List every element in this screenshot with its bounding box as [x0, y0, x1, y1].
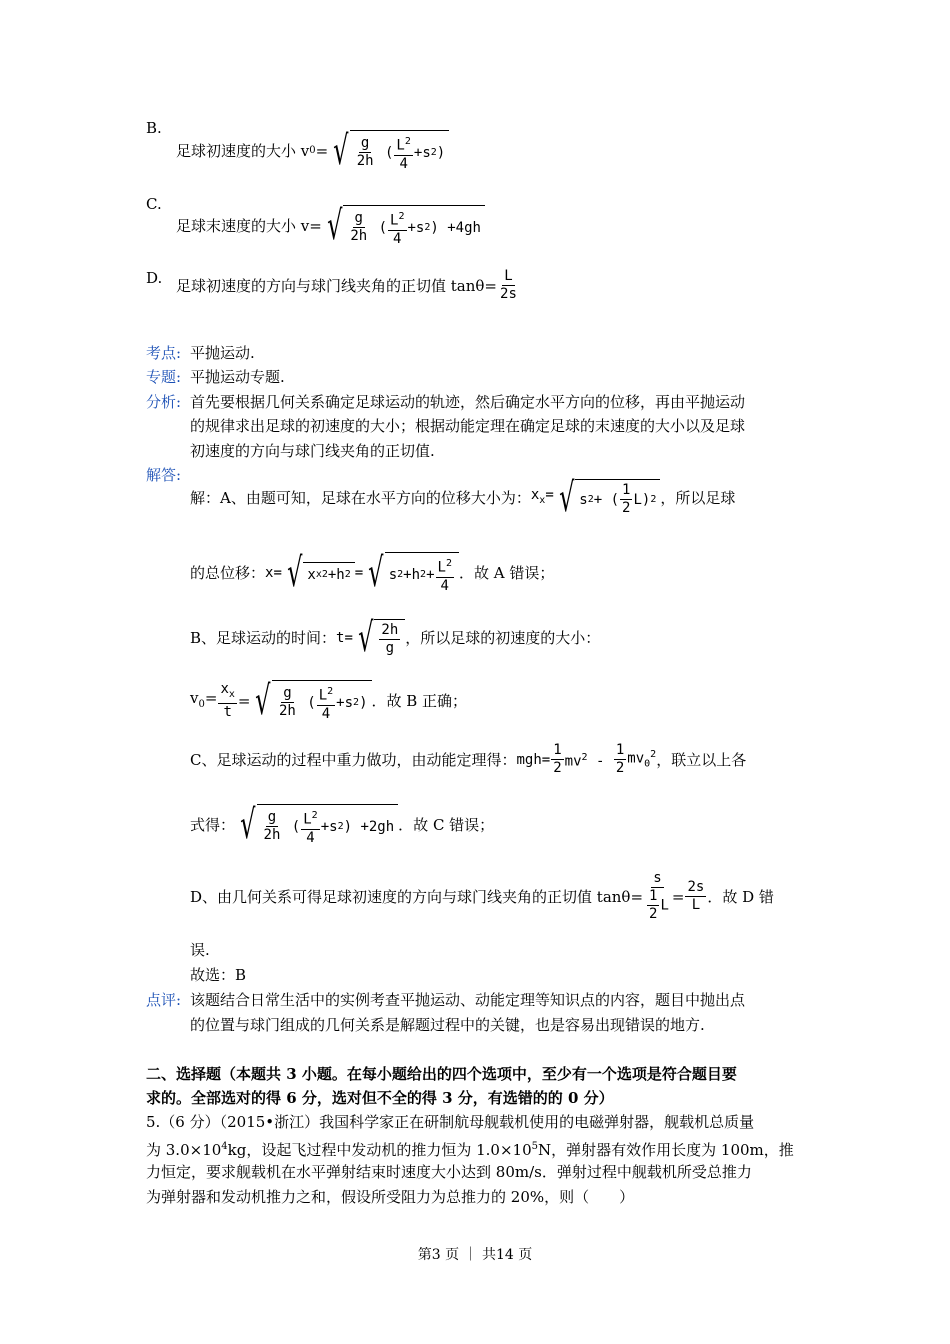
solution-d-line2: 误. — [190, 941, 210, 959]
dianping-line1: 该题结合日常生活中的实例考查平抛运动、动能定理等知识点的内容，题目中抛出点 — [190, 991, 746, 1009]
jieda-label: 解答: — [146, 466, 182, 484]
solution-d-line1: D、由几何关系可得足球初速度的方向与球门线夹角的正切值 tanθ= s $\frac{1}{2}$ L = 2s L ．故 D 错 — [190, 870, 774, 922]
q5-line1: 5.（6 分）（2015•浙江）我国科学家正在研制航母舰载机使用的电磁弹射器，舰载机总质量 — [146, 1113, 755, 1131]
option-d-text: 足球初速度的方向与球门线夹角的正切值 tanθ= — [176, 276, 498, 295]
solution-b-text-end: ，所以足球的初速度的大小： — [405, 629, 601, 647]
solution-c-line1: C、足球运动的过程中重力做功，由动能定理得： mgh= $\frac{1}{2}$ $mv^2$ - 1 2 $mv_0^2$ ，联立以上各 — [190, 742, 747, 776]
fenxi-line3: 初速度的方向与球门线夹角的正切值. — [190, 442, 435, 460]
solution-a-line1: 解：A、由题可知，足球在水平方向的位移大小为： $x_x=$ √ s 2 + ( 1 2 L) 2 ，所以足球 — [190, 475, 736, 521]
q5-line4: 为弹射器和发动机推力之和，假设所受阻力为总推力的 20%，则（ ） — [146, 1188, 635, 1206]
solution-a-formula3: √ s 2 +h 2 + $L^2$ 4 — [363, 552, 459, 595]
option-d — [176, 268, 520, 303]
zhuanti-text: 平抛运动专题. — [190, 368, 285, 386]
solution-b-formula1: √ 2h g — [353, 618, 405, 658]
solution-a2-text-end: ．故 A 错误； — [458, 564, 555, 583]
solution-c-line2 — [190, 804, 494, 847]
section-title-line1: 二、选择题（本题共 3 小题。在每小题给出的四个选项中，至少有一个选项是符合题目要 — [146, 1065, 737, 1083]
option-c — [176, 205, 485, 248]
solution-b-line1: B、足球运动的时间： t= √ 2h g ，所以足球的初速度的大小： — [190, 615, 601, 661]
solution-b-text: B、足球运动的时间： — [190, 629, 337, 647]
kaodian-label: 考点: — [146, 344, 182, 362]
solution-d-text: D、由几何关系可得足球初速度的方向与球门线夹角的正切值 tanθ= — [190, 887, 644, 906]
q5-line3: 力恒定，要求舰载机在水平弹射结束时速度大小达到 80m/s．弹射过程中舰载机所受总推力 — [146, 1163, 752, 1181]
option-c-text: 足球末速度的大小 v= — [176, 217, 322, 236]
q5-line2-c: N，弹射器有效作用长度为 100m，推 — [538, 1141, 794, 1159]
solution-c2-text: 式得： — [190, 816, 236, 835]
solution-c-text: C、足球运动的过程中重力做功，由动能定理得： — [190, 750, 517, 769]
q5-line2-a: 为 3.0×10 — [146, 1141, 222, 1159]
solution-c-formula: √ g 2h ( $L^2$ 4 +s 2 ) +2gh — [235, 804, 398, 847]
answer-choice: 故选：B — [190, 966, 247, 984]
kaodian-text: 平抛运动. — [190, 344, 255, 362]
option-b-text: 足球初速度的大小 v — [176, 142, 310, 161]
solution-a-text: 解：A、由题可知，足球在水平方向的位移大小为： — [190, 489, 531, 507]
solution-a-formula1: √ s 2 + ( 1 2 L) 2 — [554, 478, 661, 518]
solution-b2-text-end: ．故 B 正确； — [371, 692, 468, 711]
fenxi-line1: 首先要根据几何关系确定足球运动的轨迹，然后确定水平方向的位移，再由平抛运动 — [190, 393, 746, 411]
dianping-line2: 的位置与球门组成的几何关系是解题过程中的关键，也是容易出现错误的地方. — [190, 1016, 705, 1034]
fenxi-label: 分析: — [146, 393, 182, 411]
solution-b-formula2: √ g 2h ( $L^2$ 4 +s 2 ) — [250, 680, 371, 723]
option-b-formula: √ g 2h ( $L^2$ 4 +s 2 ) — [328, 130, 449, 173]
solution-c-text-end: ，联立以上各 — [656, 750, 747, 769]
dianping-label: 点评: — [146, 991, 182, 1009]
section-title-line2: 求的。全部选对的得 6 分，选对但不全的得 3 分，有选错的的 0 分） — [146, 1089, 614, 1107]
solution-c2-text-end: ．故 C 错误； — [398, 816, 495, 835]
q5-exp1: 4 — [221, 1141, 228, 1152]
q5-line2-b: kg，设起飞过程中发动机的推力恒为 1.0×10 — [227, 1141, 532, 1159]
solution-a2-text: 的总位移： — [190, 564, 266, 583]
solution-b-line2: $v_0=$ $\frac{x_x}{t}$ = √ g 2h ( $L^2$ 4 +s 2 ) ．故 B 正确； — [190, 678, 468, 725]
q5-line2 — [146, 1137, 794, 1160]
option-b: 足球初速度的大小 v 0 = √ g 2h ( $L^2$ 4 +s 2 ) — [176, 130, 449, 173]
option-d-label: D. — [146, 269, 163, 287]
solution-a-text-end: ，所以足球 — [660, 489, 736, 507]
option-c-formula: √ g 2h ( $L^2$ 4 +s 2 ) +4gh — [322, 205, 485, 248]
q5-exp2: 5 — [531, 1141, 539, 1152]
solution-a-formula2: √ x x 2 +h 2 — [282, 553, 355, 593]
zhuanti-label: 专题: — [146, 368, 182, 386]
fenxi-line2: 的规律求出足球的初速度的大小；根据动能定理在确定足球的末速度的大小以及足球 — [190, 417, 746, 435]
option-c-label: C. — [146, 195, 162, 213]
solution-d-text-end: ．故 D 错 — [707, 887, 774, 906]
solution-a-line2: 的总位移： x= √ x x 2 +h 2 = √ s 2 +h 2 + $L^2$ 4 ．故 A 错误； — [190, 550, 555, 597]
option-d-formula: $\frac{L}{2s}$ — [500, 268, 517, 302]
option-b-label: B. — [146, 119, 162, 137]
page-footer: 第3 页 ｜ 共14 页 — [417, 1247, 533, 1263]
